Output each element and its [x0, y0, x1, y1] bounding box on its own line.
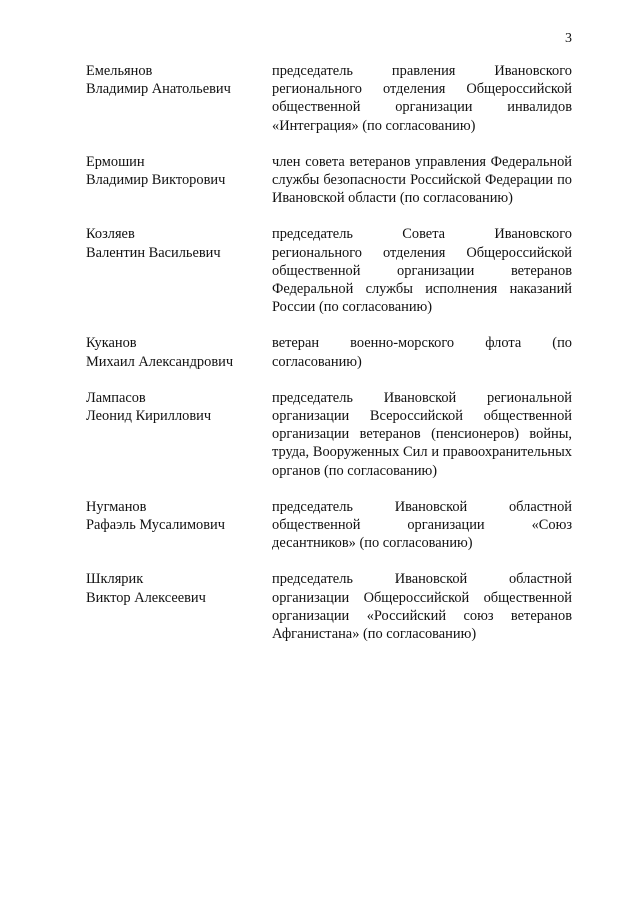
member-surname: Козляев [86, 226, 135, 243]
member-name [86, 389, 272, 480]
member-position: ветеран военно-морского флота (по согласованию) [272, 335, 572, 370]
member-given-names: Валентин Васильевич [86, 244, 221, 261]
member-position: председатель Ивановской областной организации Общероссийской общественной организации «Российский союз ветеранов Афганистана» (по согласованию) [272, 571, 572, 643]
member-entry [86, 153, 572, 208]
member-name [86, 62, 272, 135]
member-surname: Шклярик [86, 571, 144, 588]
member-name [86, 570, 272, 643]
member-surname: Емельянов [86, 63, 153, 79]
member-name [86, 225, 272, 316]
member-surname: Куканов [86, 335, 137, 352]
member-surname: Нугманов [86, 498, 147, 515]
member-name [86, 153, 272, 208]
member-name [86, 498, 272, 553]
member-given-names: Михаил Александрович [86, 353, 234, 370]
member-surname: Лампасов [86, 389, 146, 406]
member-position: председатель Ивановской региональной организации Всероссийской общественной организации ветеранов (пенсионеров) войны, труда, Вооруженных Сил и правоохранительных органов (по согласованию) [272, 389, 572, 479]
member-entry [86, 334, 572, 370]
member-roster [86, 62, 572, 661]
member-given-names: Рафаэль Мусалимович [86, 517, 225, 534]
member-position: председатель Совета Ивановского регионального отделения Общероссийской общественной организации ветеранов Федеральной службы исполнения наказаний России (по согласованию) [272, 226, 572, 316]
member-given-names: Леонид Кириллович [86, 408, 212, 425]
member-name [86, 334, 272, 370]
member-given-names: Виктор Алексеевич [86, 589, 206, 606]
member-entry [86, 498, 572, 553]
member-position: председатель Ивановской областной общественной организации «Союз десантников» (по согласованию) [272, 498, 572, 552]
member-entry [86, 62, 572, 135]
member-entry [86, 389, 572, 480]
member-position: председатель правления Ивановского регионального отделения Общероссийской общественной организации инвалидов «Интеграция» (по согласованию) [272, 63, 572, 134]
member-surname: Ермошин [86, 153, 145, 170]
member-entry [86, 225, 572, 316]
member-given-names: Владимир Викторович [86, 172, 226, 189]
member-position: член совета ветеранов управления Федеральной службы безопасности Российской Федерации по Ивановской области (по согласованию) [272, 153, 572, 207]
page-number: 3 [565, 31, 572, 46]
member-given-names: Владимир Анатольевич [86, 81, 231, 98]
member-entry [86, 570, 572, 643]
